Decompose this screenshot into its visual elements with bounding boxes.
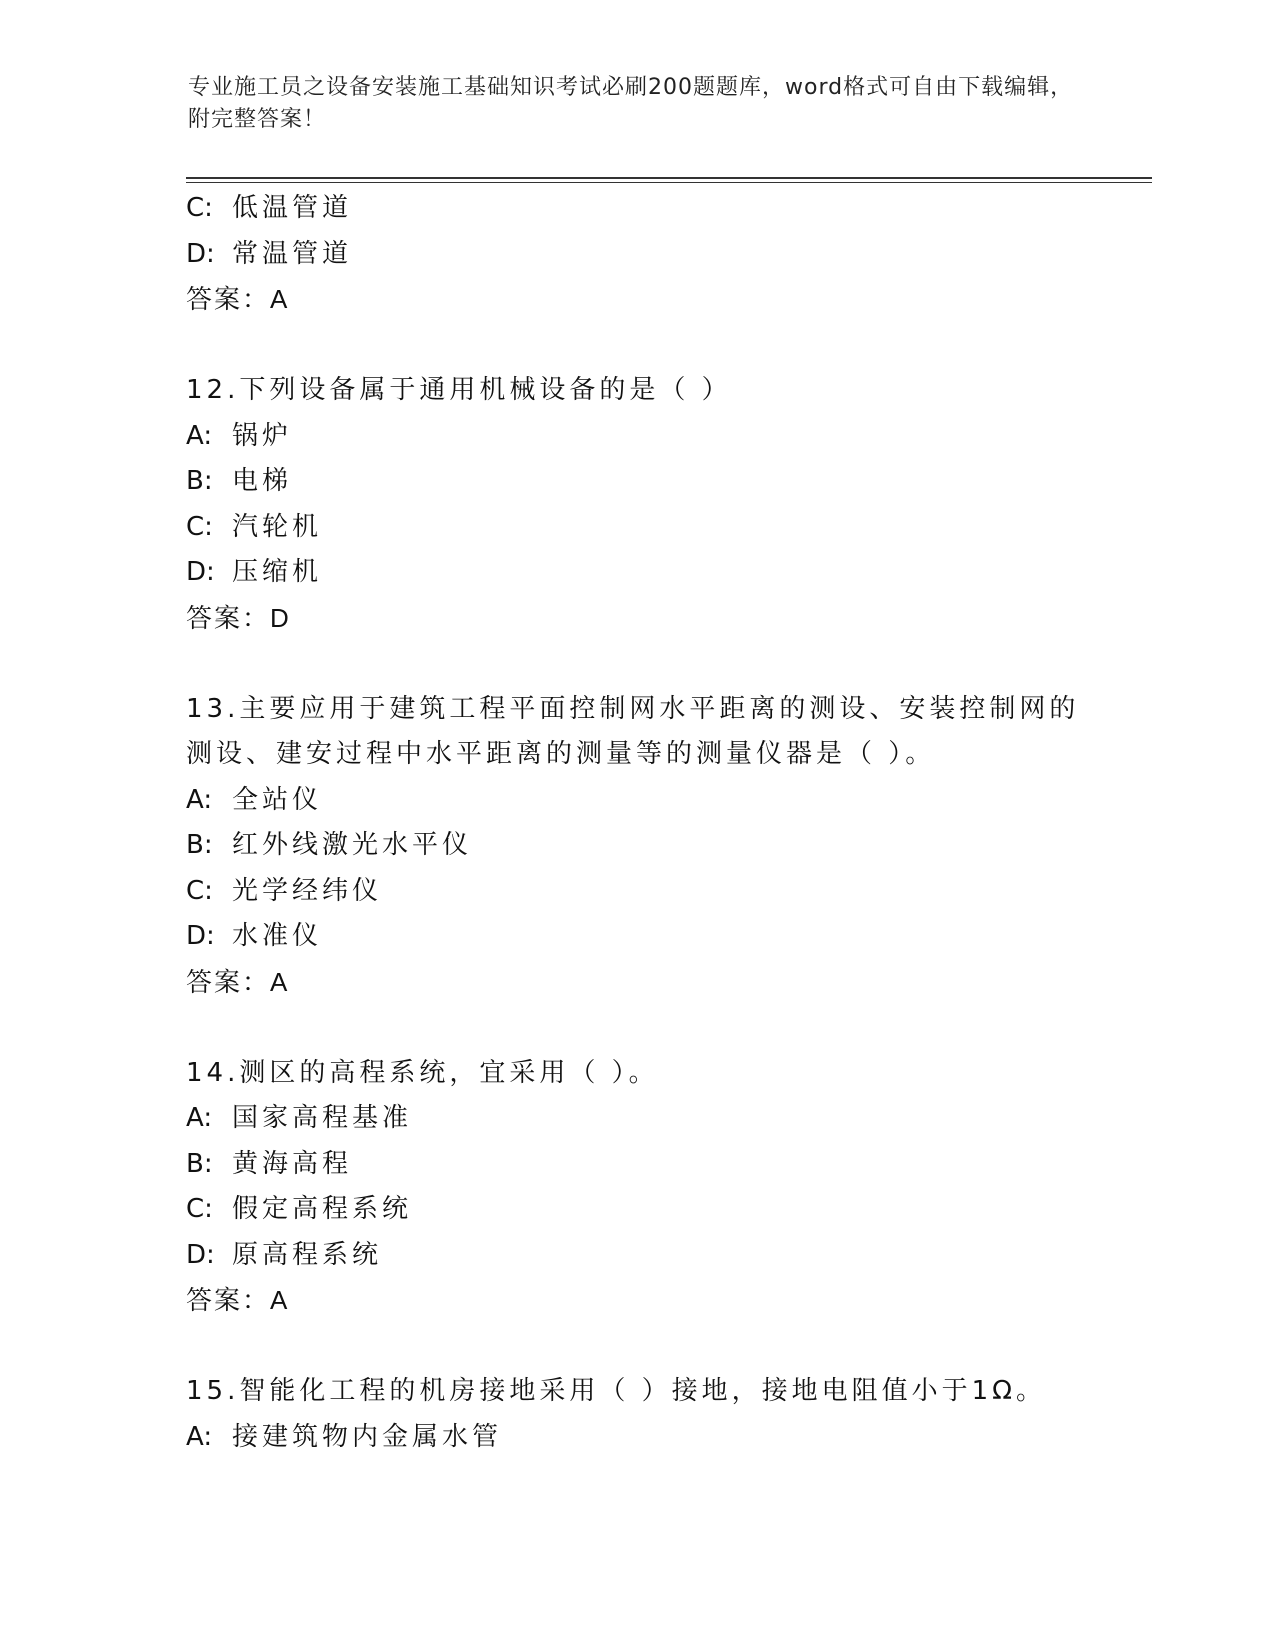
option-c: C: 低温管道 [186,193,353,223]
question-stem: 13.主要应用于建筑工程平面控制网水平距离的测设、安装控制网的测设、建安过程中水平距离的测量等的测量仪器是（ ）。 [186,693,1080,769]
answer-line: 答案：A [186,284,290,314]
question-13 [186,687,1086,1006]
option-a: A: 国家高程基准 [186,1103,413,1133]
spacer [186,1005,1086,1051]
option-a: A: 接建筑物内金属水管 [186,1421,503,1452]
option-d: D: 常温管道 [186,238,353,269]
question-15 [186,1369,1086,1460]
option-a: A: 全站仪 [186,784,323,815]
spacer [186,1324,1086,1370]
answer-line: 答案：D [186,602,291,633]
header-rule-thick [186,177,1152,179]
answer-line: 答案：A [186,966,290,997]
question-12 [186,368,1086,641]
question-stem: 12.下列设备属于通用机械设备的是（ ） [186,375,732,405]
option-b: B: 红外线激光水平仪 [186,830,473,860]
answer-line: 答案：A [186,1285,290,1315]
question-14 [186,1051,1086,1324]
option-a: A: 锅炉 [186,420,293,451]
option-b: B: 黄海高程 [186,1148,353,1179]
option-d: D: 水准仪 [186,921,323,951]
option-b: B: 电梯 [186,466,293,496]
option-d: D: 原高程系统 [186,1239,383,1270]
option-d: D: 压缩机 [186,557,323,587]
question-stem: 15.智能化工程的机房接地采用（ ）接地，接地电阻值小于1Ω。 [186,1376,1047,1406]
spacer [186,641,1086,687]
question-list [186,186,1086,1460]
question-11-tail [186,186,1086,323]
header-rule-thin [186,182,1152,183]
page-header: 专业施工员之设备安装施工基础知识考试必刷200题题库，word格式可自由下载编辑，附完整答案！ [188,75,1074,132]
option-c: C: 光学经纬仪 [186,875,383,906]
option-c: C: 汽轮机 [186,511,323,542]
question-stem: 14.测区的高程系统，宜采用（ ）。 [186,1057,659,1088]
spacer [186,323,1086,369]
option-c: C: 假定高程系统 [186,1194,413,1224]
